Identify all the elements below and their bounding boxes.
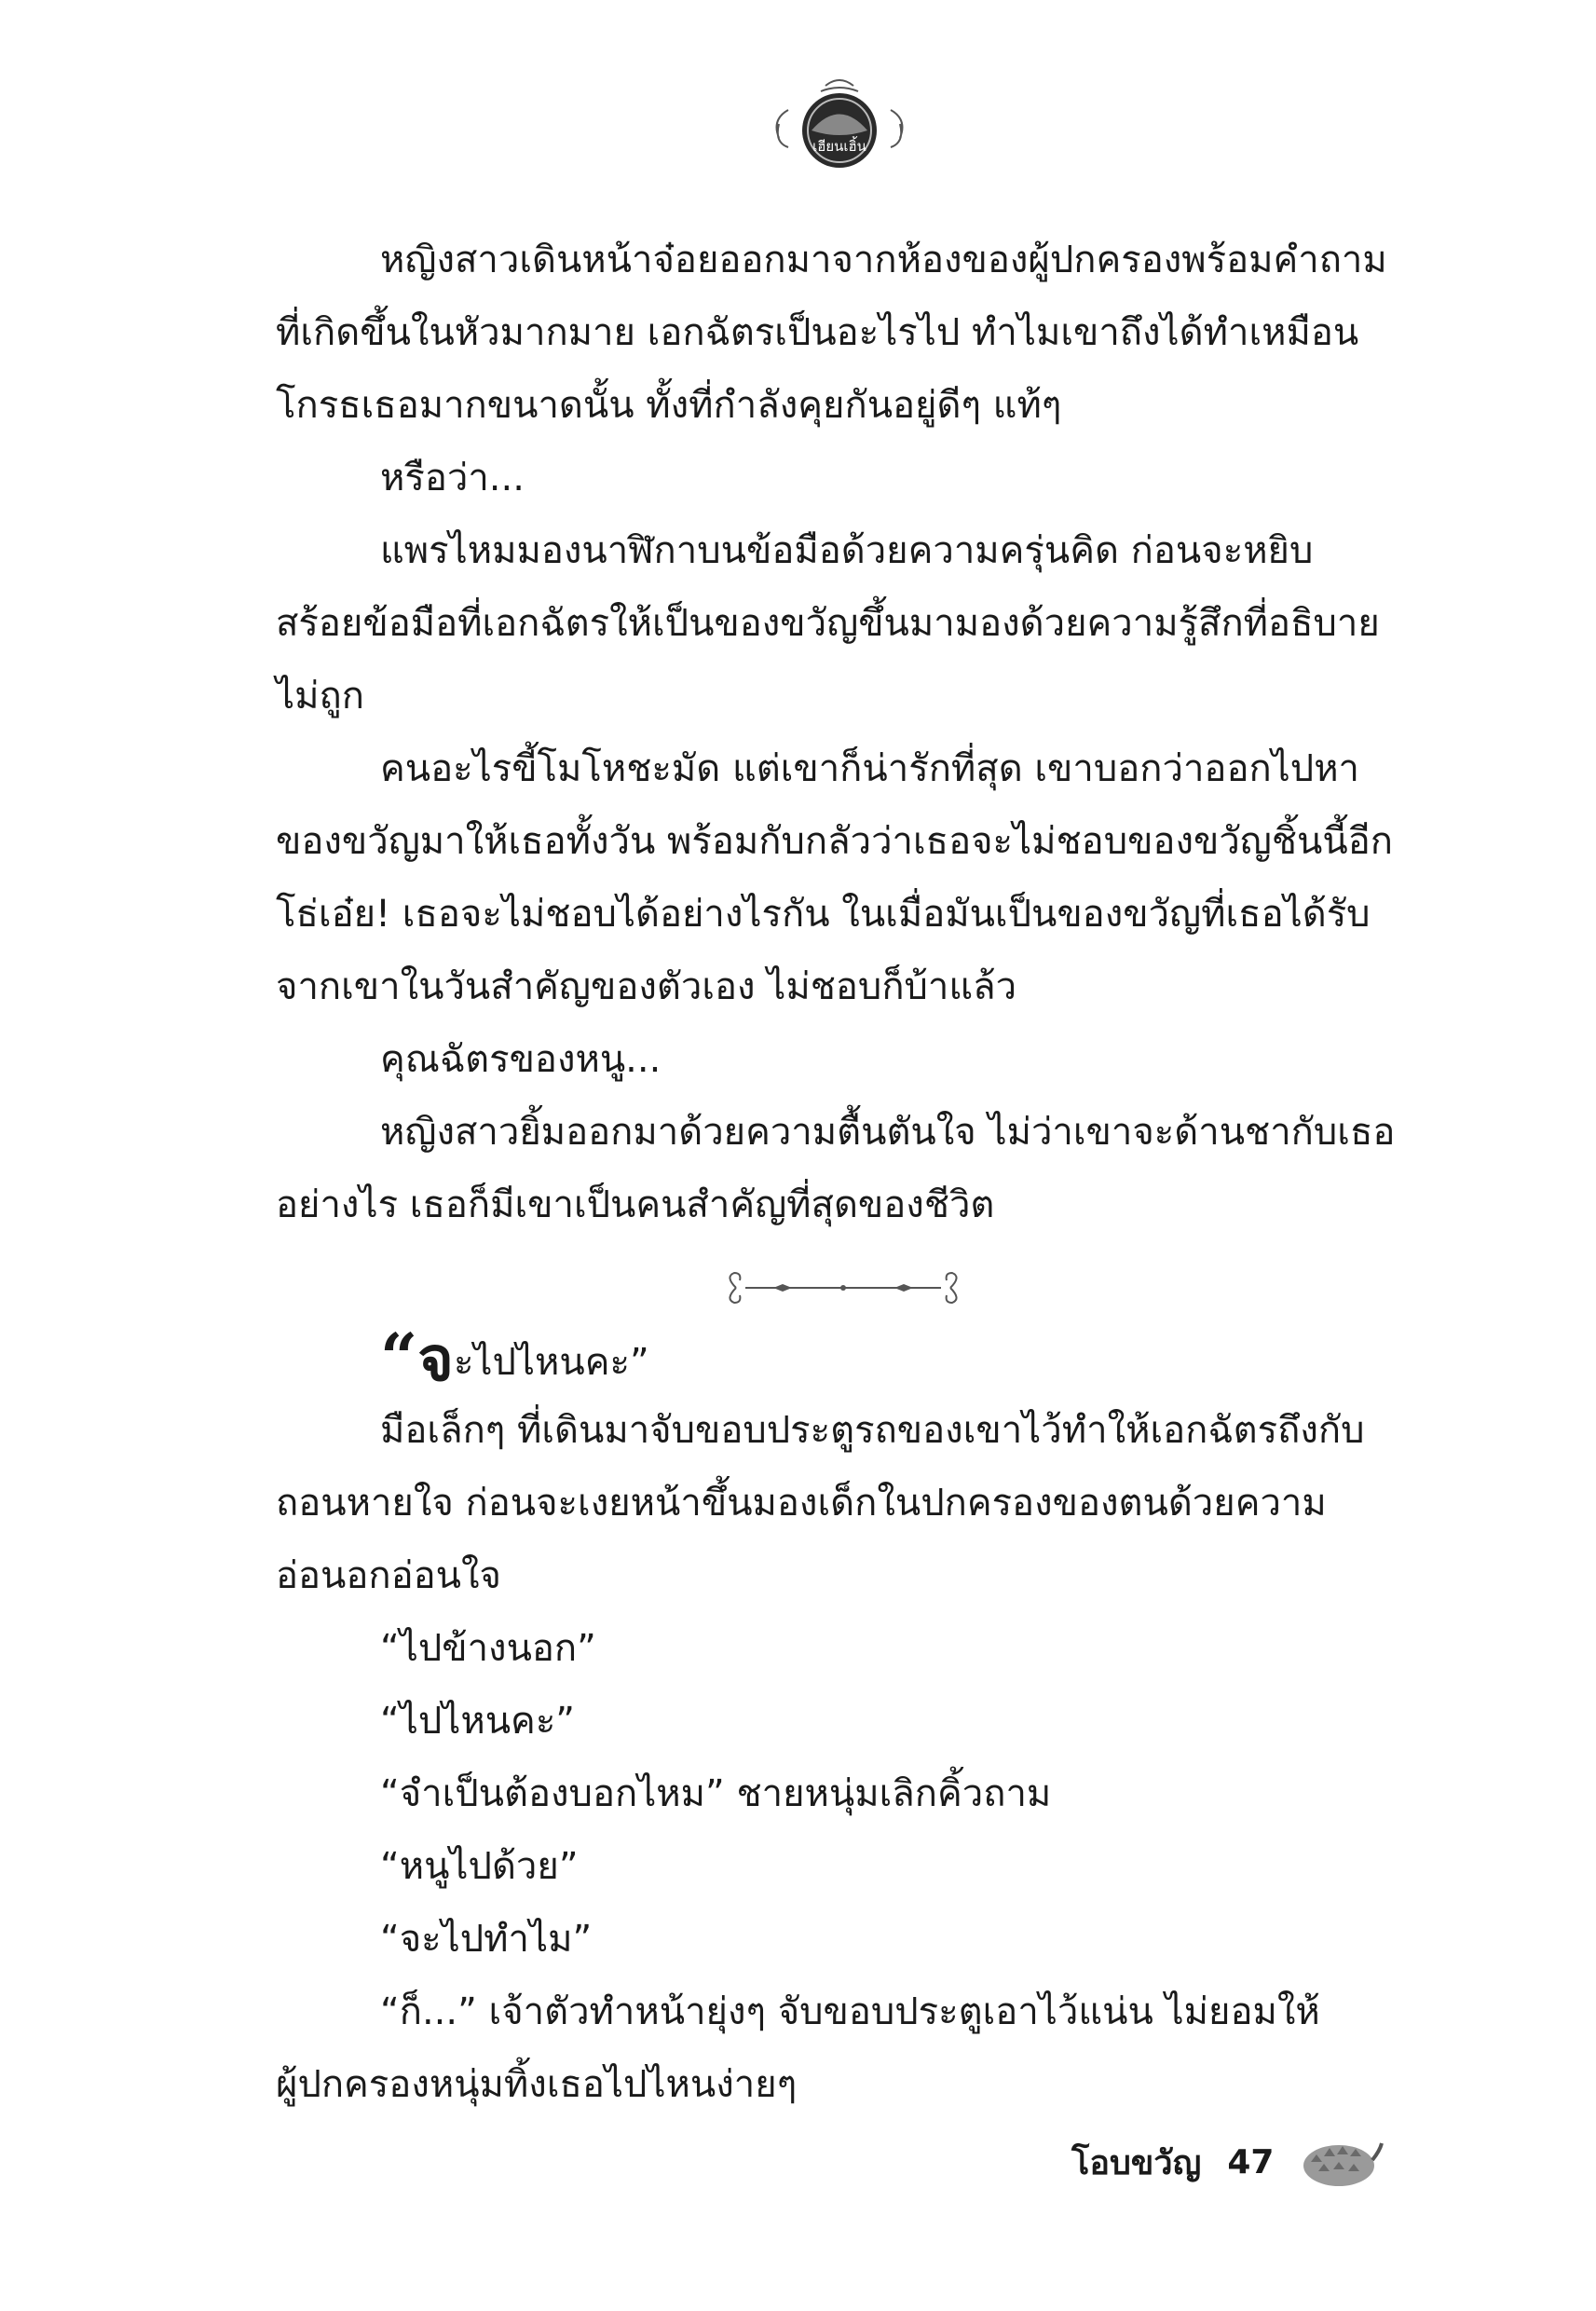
text-line: “หนูไปด้วย” [380,1845,579,1888]
text-line: “ไปไหนคะ” [380,1700,576,1743]
page-number: 47 [1227,2142,1275,2181]
opening-quote-mark: “ [380,1319,418,1396]
opening-rest: ะไปไหนคะ” [453,1341,649,1384]
paragraph [276,1685,1403,1757]
paragraph [276,1394,1403,1612]
text-line: จากเขาในวันสำคัญของตัวเอง ไม่ชอบก็บ้าแล้ว [276,965,1017,1008]
paragraph [276,1757,1403,1830]
section-divider-ornament [717,1269,969,1306]
paragraph [276,224,1403,442]
text-line: หรือว่า... [380,457,525,499]
text-line: มือเล็กๆ ที่เดินมาจับขอบประตูรถของเขาไว้ทำให้เอกฉัตรถึงกับ [380,1409,1365,1452]
paragraph [276,1830,1403,1903]
text-line: “จะไปทำไม” [380,1918,593,1961]
paragraph [276,1612,1403,1685]
text-line: ของขวัญมาให้เธอทั้งวัน พร้อมกับกลัวว่าเธอจะไม่ชอบของขวัญชิ้นนี้อีก [276,820,1393,863]
text-line: คนอะไรขี้โมโหชะมัด แต่เขาก็น่ารักที่สุด เขาบอกว่าออกไปหา [380,747,1360,790]
text-line: แพรไหมมองนาฬิกาบนข้อมือด้วยความครุ่นคิด ก่อนจะหยิบ [380,529,1314,572]
text-line: “จำเป็นต้องบอกไหม” ชายหนุ่มเลิกคิ้วถาม [380,1772,1052,1815]
text-line: ที่เกิดขึ้นในหัวมากมาย เอกฉัตรเป็นอะไรไป ทำไมเขาถึงได้ทำเหมือน [276,311,1359,354]
paragraph [276,732,1403,1023]
text-line: ถอนหายใจ ก่อนจะเงยหน้าขึ้นมองเด็กในปกครองของตนด้วยความ [276,1482,1327,1525]
text-line: สร้อยข้อมือที่เอกฉัตรให้เป็นของขวัญขึ้นมามองด้วยความรู้สึกที่อธิบาย [276,602,1380,645]
text-line: “ไปข้างนอก” [380,1627,596,1670]
text-line: โธ่เอ๋ย! เธอจะไม่ชอบได้อย่างไรกัน ในเมื่อมันเป็นของขวัญที่เธอได้รับ [276,893,1371,936]
paragraph [276,514,1403,732]
paragraph [276,1976,1403,2121]
durian-icon [1300,2134,1384,2190]
text-line: คุณฉัตรของหนู... [380,1038,662,1081]
text-line: หญิงสาวยิ้มออกมาด้วยความตื้นตันใจ ไม่ว่าเขาจะด้านชากับเธอ [380,1111,1396,1154]
text-line: อ่อนอกอ่อนใจ [276,1554,501,1597]
text-line: “ก็...” เจ้าตัวทำหน้ายุ่งๆ จับขอบประตูเอาไว้แน่น ไม่ยอมให้ [380,1990,1320,2033]
text-line: โกรธเธอมากขนาดนั้น ทั้งที่กำลังคุยกันอยู่ดีๆ แท้ๆ [276,384,1062,427]
page-footer [1071,2134,1384,2190]
svg-text:เฮียนเฮิ้น: เฮียนเฮิ้น [812,138,866,155]
publisher-logo [770,73,909,175]
text-line: ผู้ปกครองหนุ่มทิ้งเธอไปไหนง่ายๆ [276,2063,798,2106]
book-title: โอบขวัญ [1071,2143,1202,2182]
paragraph [276,1023,1403,1096]
opening-dialogue [276,1321,1403,1394]
paragraph [276,1903,1403,1976]
paragraph [276,442,1403,514]
paragraph [276,1096,1403,1241]
text-line: หญิงสาวเดินหน้าจ๋อยออกมาจากห้องของผู้ปกครองพร้อมคำถาม [380,239,1387,281]
text-line: ไม่ถูก [276,675,364,718]
drop-cap: จ [417,1323,454,1395]
text-line: อย่างไร เธอก็มีเขาเป็นคนสำคัญที่สุดของชีวิต [276,1183,995,1226]
section-opening-line [276,1321,1403,1394]
